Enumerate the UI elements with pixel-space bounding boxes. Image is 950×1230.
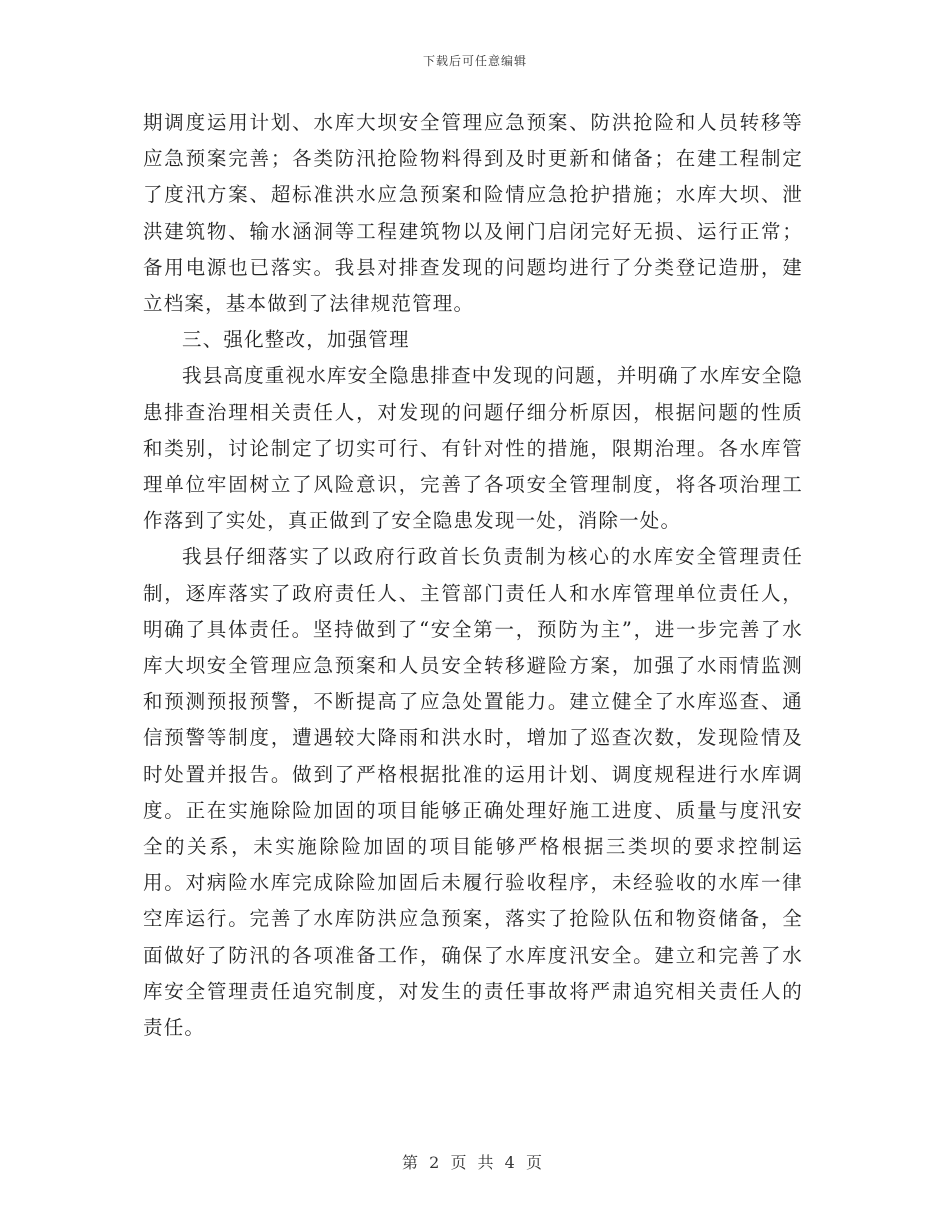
footer-label-ye2: 页: [525, 1153, 542, 1172]
section-heading: 三、强化整改，加强管理: [182, 328, 410, 352]
paragraph-2: 我县高度重视水库安全隐患排查中发现的问题，并明确了水库安全隐患排查治理相关责任人，对发现的问题仔细分析原因，根据问题的性质和类别，讨论制定了切实可行、有针对性的措施，限期治理。各水库管理单位牢固树立了风险意识，完善了各项安全管理制度，将各项治理工作落到了实处，真正做到了安全隐患发现一处，消除一处。: [143, 364, 804, 533]
footer-label-di: 第: [402, 1153, 419, 1172]
header-note: 下载后可任意编辑: [422, 54, 527, 68]
current-page-number: 2: [429, 1153, 440, 1172]
paragraph-3: 我县仔细落实了以政府行政首长负责制为核心的水库安全管理责任制，逐库落实了政府责任人、主管部门责任人和水库管理单位责任人，明确了具体责任。坚持做到了“安全第一，预防为主”，进一步完善了水库大坝安全管理应急预案和人员安全转移避险方案，加强了水雨情监测和预测预报预警，不断提高了应急处置能力。建立健全了水库巡查、通信预警等制度，遭遇较大降雨和洪水时，增加了巡查次数，发现险情及时处置并报告。做到了严格根据批准的运用计划、调度规程进行水库调度。正在实施除险加固的项目能够正确处理好施工进度、质量与度汛安全的关系，未实施除险加固的项目能够严格根据三类坝的要求控制运用。对病险水库完成除险加固后未履行验收程序，未经验收的水库一律空库运行。完善了水库防洪应急预案，落实了抢险队伍和物资储备，全面做好了防汛的各项准备工作，确保了水库度汛安全。建立和完善了水库安全管理责任追究制度，对发生的责任事故将严肃追究相关责任人的责任。: [143, 545, 803, 1040]
page-footer: [0, 1150, 950, 1173]
paragraph-1: 期调度运用计划、水库大坝安全管理应急预案、防洪抢险和人员转移等应急预案完善；各类防汛抢险物料得到及时更新和储备；在建工程制定了度汛方案、超标准洪水应急预案和险情应急抢护措施；水库大坝、泄洪建筑物、输水涵洞等工程建筑物以及闸门启闭完好无损、运行正常；备用电源也已落实。我县对排查发现的问题均进行了分类登记造册，建立档案，基本做到了法律规范管理。: [143, 111, 803, 316]
total-page-number: 4: [504, 1153, 515, 1172]
body-text: [143, 105, 803, 1046]
footer-label-gong: 共: [477, 1153, 494, 1172]
footer-label-ye: 页: [450, 1153, 467, 1172]
